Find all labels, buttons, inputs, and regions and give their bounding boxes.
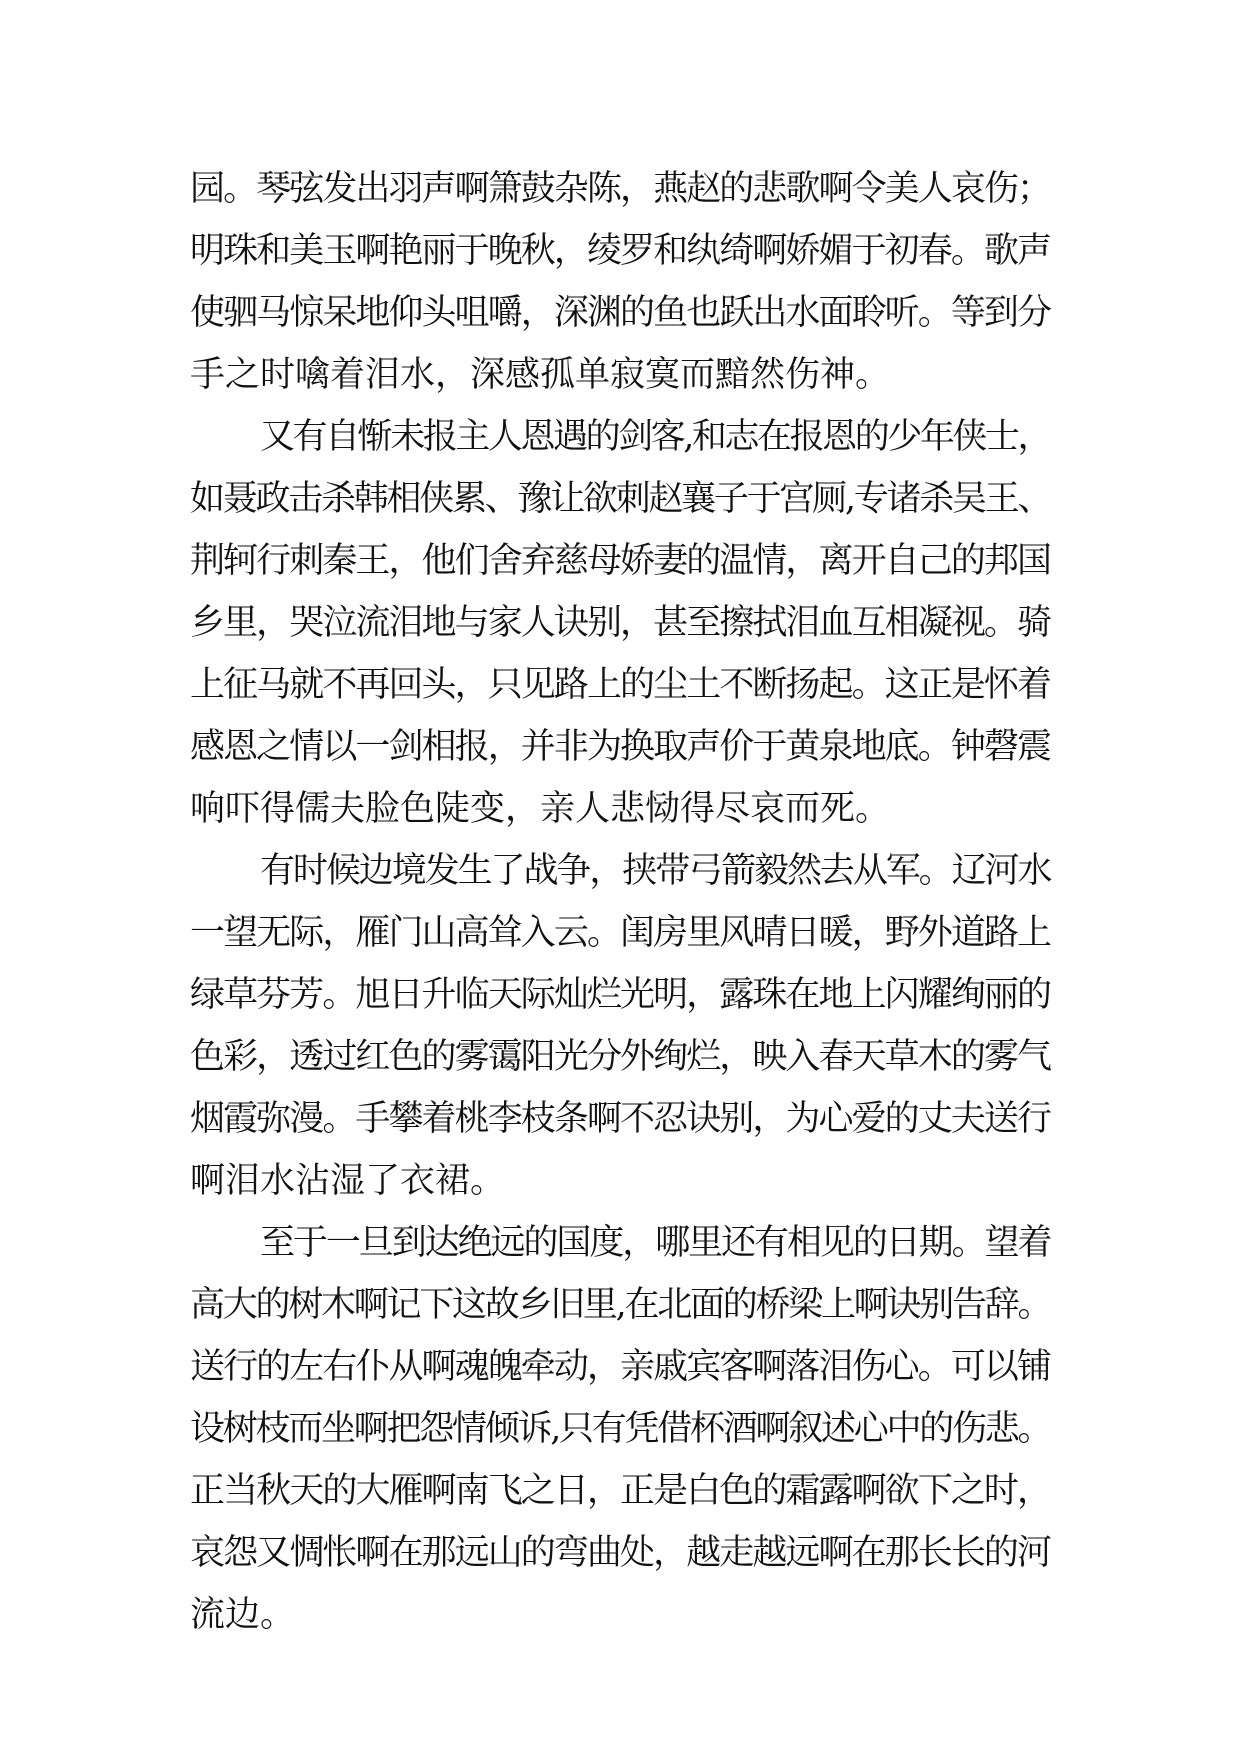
text-line: 明珠和美玉啊艳丽于晚秋，绫罗和纨绮啊娇媚于初春。歌声 [190, 231, 1050, 271]
text-line: 如聂政击杀韩相侠累、豫让欲刺赵襄子于宫厕,专诸杀吴王、 [190, 479, 1050, 519]
text-line: 使驷马惊呆地仰头咀嚼，深渊的鱼也跃出水面聆听。等到分 [190, 293, 1050, 333]
text-line: 园。琴弦发出羽声啊箫鼓杂陈，燕赵的悲歌啊令美人哀伤； [190, 169, 1050, 209]
text-line: 上征马就不再回头，只见路上的尘土不断扬起。这正是怀着 [190, 665, 1050, 705]
text-line: 荆轲行刺秦王，他们舍弃慈母娇妻的温情，离开自己的邦国 [190, 541, 1050, 581]
text-line: 绿草芬芳。旭日升临天际灿烂光明，露珠在地上闪耀绚丽的 [190, 975, 1050, 1015]
text-line: 乡里，哭泣流泪地与家人诀别，甚至擦拭泪血互相凝视。骑 [190, 603, 1050, 643]
text-line: 色彩，透过红色的雾霭阳光分外绚烂，映入春天草木的雾气 [190, 1037, 1050, 1077]
text-line: 感恩之情以一剑相报，并非为换取声价于黄泉地底。钟磬震 [190, 727, 1050, 767]
text-line: 手之时噙着泪水，深感孤单寂寞而黯然伤神。 [190, 355, 891, 395]
text-line: 设树枝而坐啊把怨情倾诉,只有凭借杯酒啊叙述心中的伤悲。 [190, 1409, 1050, 1449]
text-line: 高大的树木啊记下这故乡旧里,在北面的桥梁上啊诀别告辞。 [190, 1285, 1050, 1325]
paragraph-first-line: 有时候边境发生了战争，挟带弓箭毅然去从军。辽河水 [260, 851, 1050, 891]
text-line: 一望无际，雁门山高耸入云。闺房里风晴日暖，野外道路上 [190, 913, 1050, 953]
text-line: 流边。 [190, 1595, 296, 1635]
text-line: 哀怨又惆怅啊在那远山的弯曲处，越走越远啊在那长长的河 [190, 1533, 1050, 1573]
text-line: 烟霞弥漫。手攀着桃李枝条啊不忍诀别，为心爱的丈夫送行 [190, 1099, 1050, 1139]
text-line: 送行的左右仆从啊魂魄牵动，亲戚宾客啊落泪伤心。可以铺 [190, 1347, 1050, 1387]
paragraph-first-line: 又有自惭未报主人恩遇的剑客,和志在报恩的少年侠士， [260, 417, 1050, 457]
text-line: 响吓得儒夫脸色陡变，亲人悲恸得尽哀而死。 [190, 789, 891, 829]
text-line: 正当秋天的大雁啊南飞之日，正是白色的霜露啊欲下之时， [190, 1471, 1050, 1511]
paragraph-first-line: 至于一旦到达绝远的国度，哪里还有相见的日期。望着 [260, 1223, 1050, 1263]
text-line: 啊泪水沾湿了衣裙。 [190, 1161, 506, 1201]
